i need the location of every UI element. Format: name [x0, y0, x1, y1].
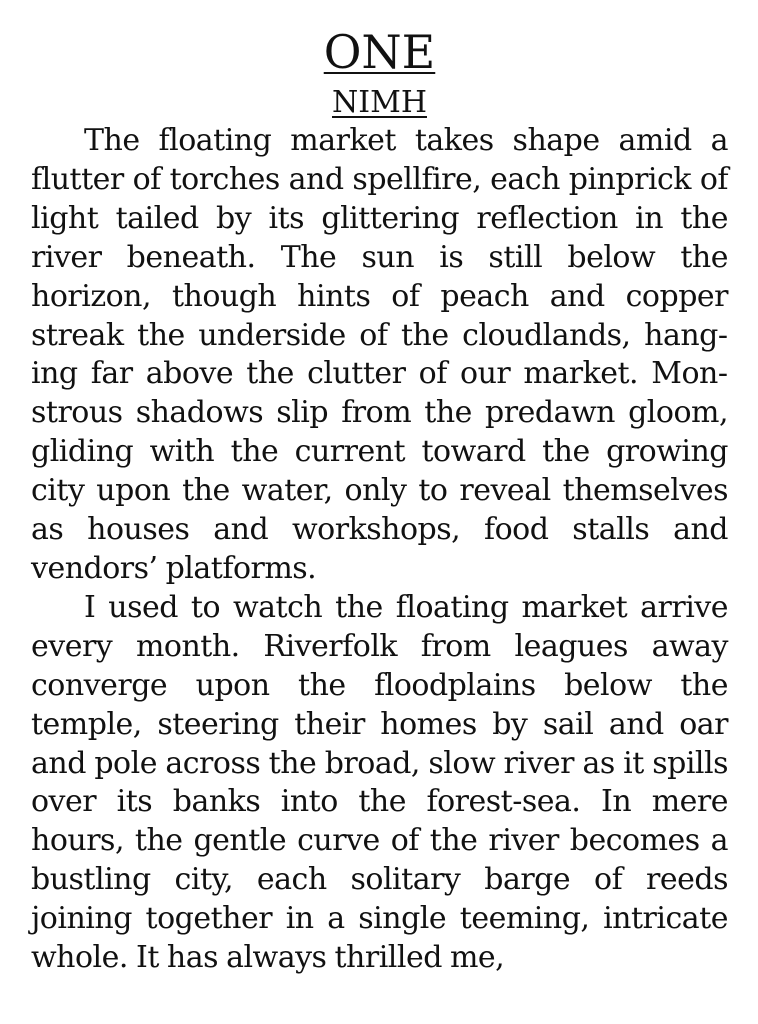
chapter-number: ONE	[323, 25, 436, 79]
body-paragraph-2: I used to watch the floating market arrive every month. Riverfolk from leagues away converge upon the floodplains below the temple, steering their homes by sail and oar and pole across the broad, slow river as it spills over its banks into the forest-sea. In mere hours, the gentle curve of the river becomes a bustling city, each solitary barge of reeds joining together in a single teeming, intricate whole. It has always thrilled me,	[31, 589, 728, 976]
body-paragraph-1: The floating market takes shape amid a flutter of torches and spellfire, each pinprick of light tailed by its glittering reflection in the river beneath. The sun is still below the horizon, though hints of peach and copper streak the underside of the cloudlands, hanging far above the clutter of our market. Monstrous shadows slip from the predawn gloom, gliding with the current toward the growing city upon the water, only to reveal themselves as houses and workshops, food stalls and vendors’ platforms.	[31, 123, 728, 586]
chapter-title: NIMH	[332, 85, 427, 120]
book-page	[31, 26, 728, 978]
